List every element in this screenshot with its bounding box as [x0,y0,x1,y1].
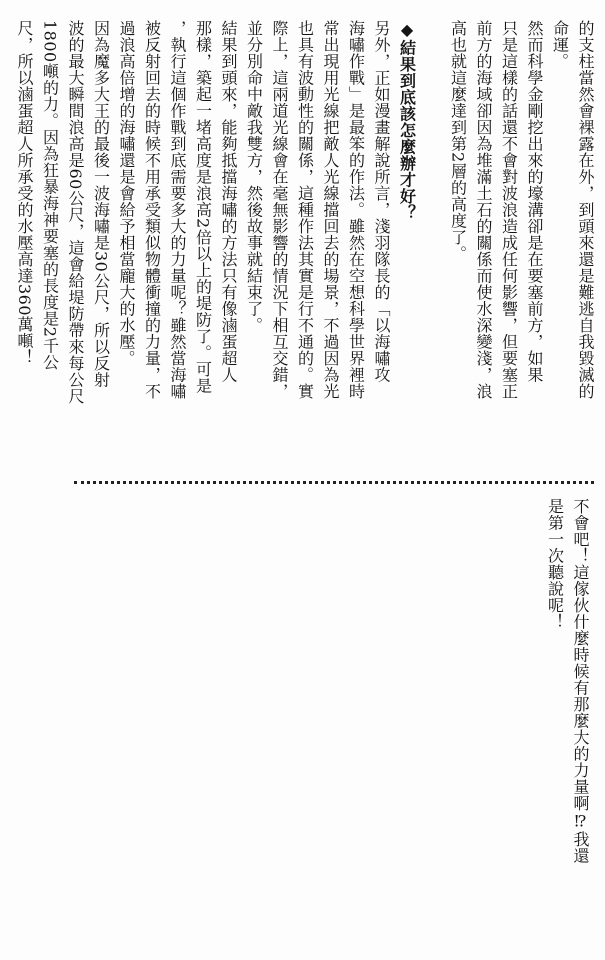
comment-text-block [545,498,593,918]
text-column: 然而科學金剛挖出來的壕溝卻是在要塞前方，如果 [525,20,544,383]
text-column: 另外，正如漫畫解說所言，淺羽隊長的「以海嘯攻 [372,20,391,383]
text-column: 因為魔多大王的最後一波海嘯是30公尺，所以反射 [91,20,111,388]
text-column: 1800噸的力。因為狂暴海神要塞的長度是2千公 [40,20,60,371]
text-column: 高也就這麼達到第2層的高度了。 [448,20,468,262]
text-column: ，執行這個作戰到底需要多大的力量呢？雖然當海嘯 [168,20,187,400]
text-column: 際上，這兩道光線會在毫無影響的情況下相互交錯， [270,20,289,400]
text-column: 前方的海域卻因為堆滿土石的關係而使水深變淺，浪 [474,20,493,400]
text-column: 並分別命中敵我雙方，然後故事就結束了。 [244,20,264,334]
text-column: 常出現用光線把敵人光線擋回去的場景，不過因為光 [321,20,340,400]
text-column: 命運。 [550,20,570,70]
text-column: 的支柱當然會裸露在外，到頭來還是難逃自我毀滅的 [576,20,595,400]
text-column: 只是這樣的話還不會對波浪造成任何影響，但要塞正 [499,20,519,400]
section-heading: ◆結果到底該怎麼辦才好？ [397,20,417,221]
comment-column: 不會吧！這傢伙什麼時候有那麼大的力量啊⁉我還 [571,498,590,864]
text-column: 波的最大瞬間浪高是60公尺，這會給堤防帶來每公尺 [66,20,85,405]
text-column: 被反射回去的時候不用承受類似物體衝撞的力量，不 [142,20,162,400]
text-column: 過浪高倍增的海嘯還是會給予相當龐大的水壓。 [117,20,136,367]
main-text-block [15,20,598,460]
text-column: 尺，所以滷蛋超人所承受的水壓高達360萬噸！ [15,20,34,366]
comment-column: 是第一次聽說呢！ [545,498,565,630]
spacer-column [420,20,446,460]
text-column: 也具有波動性的關係，這種作法其實是行不通的。實 [295,20,315,400]
text-column: 海嘯作戰」是最笨的作法。雖然在空想科學世界裡時 [346,20,366,400]
text-column: 那樣，築起一堵高度是浪高2倍以上的堤防了。可是 [193,20,213,394]
text-column: 結果到頭來，能夠抵擋海嘯的方法只有像滷蛋超人 [219,20,238,383]
dotted-divider [74,481,594,484]
